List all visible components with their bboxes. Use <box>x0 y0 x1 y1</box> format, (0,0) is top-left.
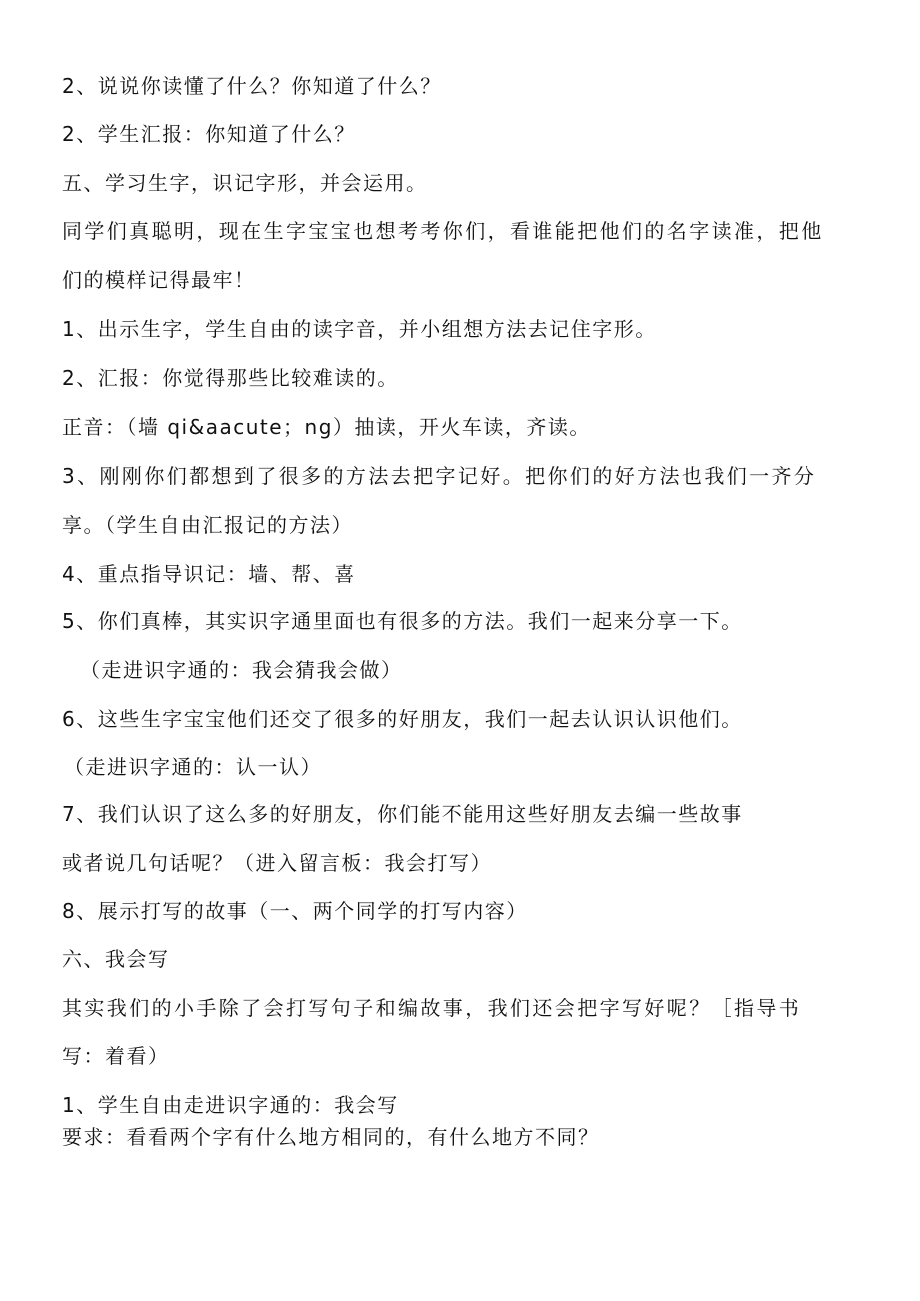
text-line: 8、展示打写的故事（一、两个同学的打写内容） <box>62 899 528 923</box>
text-line: （走进识字通的：我会猜我会做） <box>80 658 403 682</box>
text-line: 或者说几句话呢？（进入留言板：我会打写） <box>62 851 492 875</box>
text-line: 五、学习生字，识记字形，并会运用。 <box>62 171 428 195</box>
text-line: 要求：看看两个字有什么地方相同的，有什么地方不同？ <box>62 1125 600 1149</box>
text-line: 2、说说你读懂了什么？你知道了什么？ <box>62 74 442 98</box>
text-line: 3、刚刚你们都想到了很多的方法去把字记好。把你们的好方法也我们一齐分 <box>62 464 817 488</box>
text-line: 写：着看） <box>62 1044 170 1068</box>
text-line: 正音：（墙 qi&aacute；ng）抽读，开火车读，齐读。 <box>62 415 591 439</box>
text-line: 6、这些生字宝宝他们还交了很多的好朋友，我们一起去认识认识他们。 <box>62 707 743 731</box>
text-line: 同学们真聪明，现在生字宝宝也想考考你们，看谁能把他们的名字读准，把他 <box>62 219 824 243</box>
text-line: 1、学生自由走进识字通的：我会写 <box>62 1093 399 1117</box>
text-line: （走进识字通的：认一认） <box>64 755 322 779</box>
text-line: 2、学生汇报：你知道了什么？ <box>62 122 356 146</box>
text-line: 7、我们认识了这么多的好朋友，你们能不能用这些好朋友去编一些故事 <box>62 802 743 826</box>
text-line: 4、重点指导识记：墙、帮、喜 <box>62 562 356 586</box>
text-line: 其实我们的小手除了会打写句子和编故事，我们还会把字写好呢？［指导书 <box>62 996 802 1020</box>
text-line: 2、汇报：你觉得那些比较难读的。 <box>62 366 399 390</box>
text-line: 们的模样记得最牢！ <box>62 268 256 292</box>
text-line: 享。（学生自由汇报记的方法） <box>62 513 353 537</box>
text-line: 5、你们真棒，其实识字通里面也有很多的方法。我们一起来分享一下。 <box>62 609 743 633</box>
text-line: 1、出示生字，学生自由的读字音，并小组想方法去记住字形。 <box>62 317 657 341</box>
text-line: 六、我会写 <box>62 947 170 971</box>
